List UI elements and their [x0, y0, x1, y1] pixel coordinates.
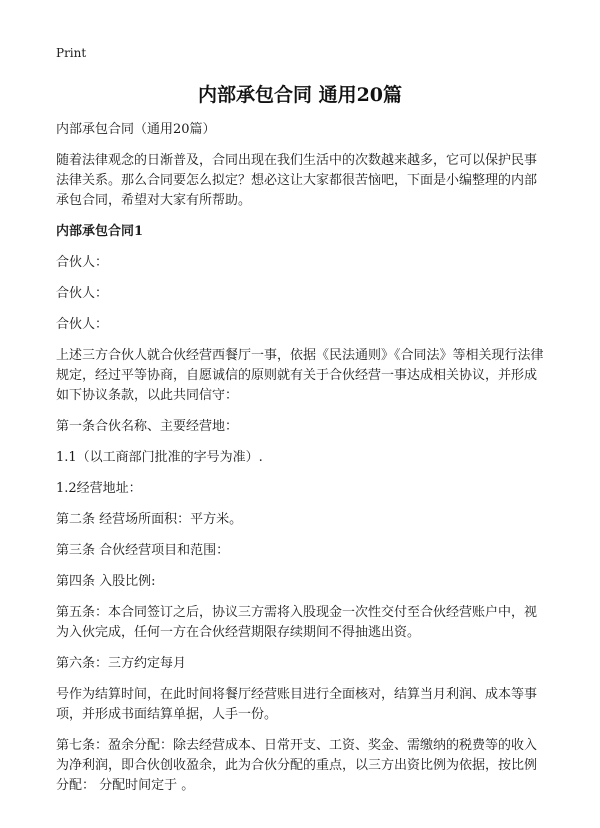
paragraph-partner-1: 合伙人：: [56, 255, 109, 270]
paragraph-article-4: 第四条 入股比例:: [56, 574, 156, 589]
paragraph-article-1: 第一条合伙名称、主要经营地：: [56, 419, 239, 434]
paragraph-article-5: 第五条：本合同签订之后，协议三方需将入股现金一次性交付至合伙经营账户中，视为入伙完成，任何一方在合伙经营期限存续期间不得抽逃出资。: [56, 605, 538, 640]
paragraph-preamble: 上述三方合伙人就合伙经营西餐厅一事，依据《民法通则》《合同法》等相关现行法律规定，经过平等协商，自愿诚信的原则就有关于合伙经营一事达成相关协议，并形成如下协议条款，以此共同信守：: [56, 348, 544, 403]
paragraph-clause-1-1: 1.1（以工商部门批准的字号为准）.: [56, 450, 263, 465]
paragraph-subtitle: 内部承包合同（通用20篇）: [56, 122, 216, 137]
paragraph-article-6-cont: 号作为结算时间，在此时间将餐厅经营账目进行全面核对，结算当月利润、成本等事项，并形成书面结算单据，人手一份。: [56, 687, 538, 722]
paragraph-article-6: 第六条：三方约定每月: [56, 656, 187, 671]
paragraph-article-2: 第二条 经营场所面积：平方米。: [56, 512, 243, 527]
paragraph-partner-2: 合伙人：: [56, 286, 109, 301]
section-heading: 内部承包合同1: [56, 224, 144, 239]
paragraph-intro: 随着法律观念的日渐普及，合同出现在我们生活中的次数越来越多，它可以保护民事法律关系。那么合同要怎么拟定？想必这让大家都很苦恼吧，下面是小编整理的内部承包合同，希望对大家有所帮助。: [56, 153, 538, 208]
paragraph-article-7: 第七条：盈余分配：除去经营成本、日常开支、工资、奖金、需缴纳的税费等的收入为净利润，即合伙创收盈余，此为合伙分配的重点，以三方出资比例为依据，按比例分配： 分配时间定于 。: [56, 738, 538, 793]
document-body: [56, 120, 548, 807]
paragraph-article-3: 第三条 合伙经营项目和范围：: [56, 543, 230, 558]
print-link[interactable]: Print: [56, 46, 87, 60]
paragraph-partner-3: 合伙人：: [56, 317, 109, 332]
document-title: 内部承包合同 通用20篇: [197, 84, 403, 106]
paragraph-clause-1-2: 1.2经营地址：: [56, 481, 142, 496]
